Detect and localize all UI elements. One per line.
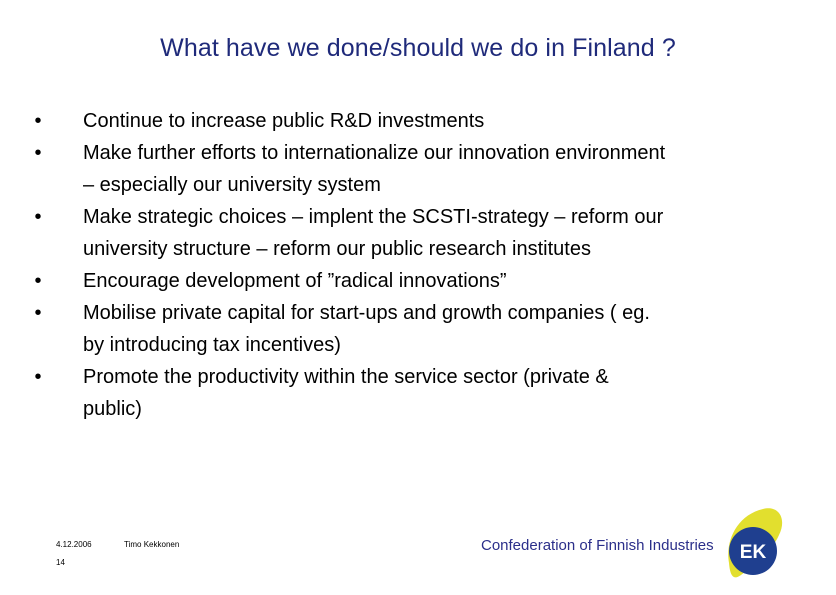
- ek-logo: [723, 505, 787, 585]
- bullet-symbol: •: [34, 206, 42, 228]
- slide-title: What have we done/should we do in Finland ?: [160, 34, 676, 62]
- bullet-line: Mobilise private capital for start-ups and growth companies ( eg.: [83, 302, 650, 324]
- footer-date: 4.12.2006: [56, 540, 92, 549]
- organization-name: Confederation of Finnish Industries: [481, 537, 714, 554]
- bullet-symbol: •: [34, 270, 42, 292]
- bullet-symbol: •: [34, 110, 42, 132]
- bullet-item: [28, 361, 808, 425]
- bullet-line: Make strategic choices – implent the SCSTI-strategy – reform our: [83, 206, 664, 228]
- bullet-item: [28, 297, 808, 361]
- bullet-line: university structure – reform our public research institutes: [83, 238, 591, 260]
- bullet-item: [28, 137, 808, 201]
- bullet-item: [28, 201, 808, 265]
- bullet-symbol: •: [34, 366, 42, 388]
- bullet-list: [28, 105, 808, 425]
- page-number: 14: [56, 558, 65, 567]
- footer-author: Timo Kekkonen: [124, 540, 180, 549]
- bullet-line: Promote the productivity within the service sector (private &: [83, 366, 609, 388]
- bullet-item: [28, 265, 808, 297]
- bullet-symbol: •: [34, 302, 42, 324]
- bullet-symbol: •: [34, 142, 42, 164]
- bullet-line: Make further efforts to internationalize our innovation environment: [83, 142, 666, 164]
- logo-text: EK: [739, 542, 767, 563]
- bullet-line: public): [83, 398, 142, 420]
- bullet-item: [28, 105, 808, 137]
- bullet-line: Continue to increase public R&D investments: [83, 110, 485, 132]
- bullet-line: – especially our university system: [83, 174, 381, 196]
- bullet-line: Encourage development of ”radical innovations”: [83, 270, 507, 292]
- bullet-line: by introducing tax incentives): [83, 334, 341, 356]
